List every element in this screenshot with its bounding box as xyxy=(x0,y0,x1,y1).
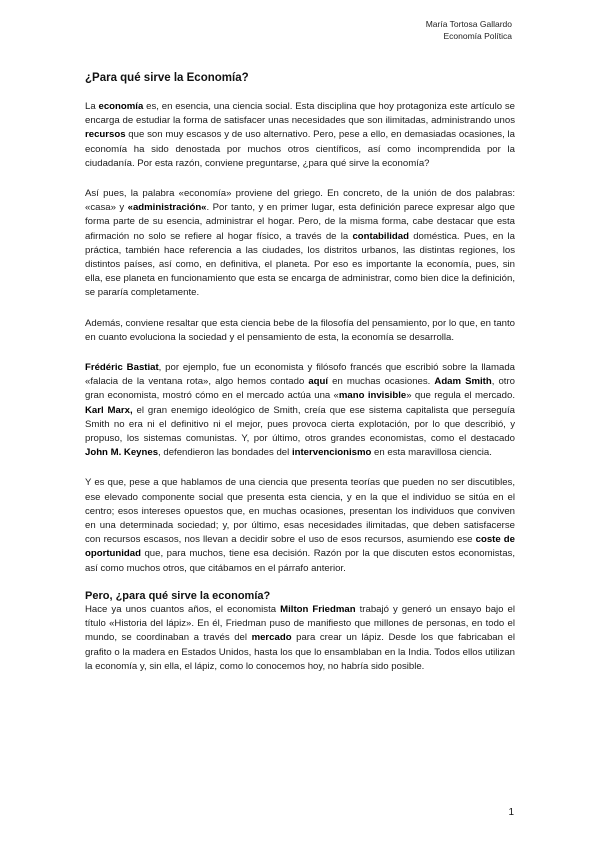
paragraph-4: Frédéric Bastiat, por ejemplo, fue un economista y filósofo francés que escribió sobre la llamada «falacia de la ventana rota», algo hemos contado aquí en muchas ocasiones. Adam Smith, otro gran economista, mostró cómo en el mercado actúa una «mano invisible» que regula el mercado. Karl Marx, el gran enemigo ideológico de Smith, creía que ese sistema capitalista que perseguía Smith no era ni el definitivo ni el mejor, pues provoca cierta explotación, por lo que describió, y propuso, los sistemas comunistas. Y, por último, otros grandes economistas, como el destacado John M. Keynes, defendieron las bondades del intervencionismo en esta maravillosa ciencia. xyxy=(85,362,515,459)
author-name: María Tortosa Gallardo xyxy=(425,19,512,29)
section-subheading: Pero, ¿para qué sirve la economía? xyxy=(85,589,271,602)
paragraph-1: La economía es, en esencia, una ciencia social. Esta disciplina que hoy protagoniza este artículo se encarga de estudiar la forma de satisfacer unas necesidades que son ilimitadas, administrando unos recursos que son muy escasos y de uso alternativo. Pero, pese a ello, en demasiadas ocasiones, la economía ha sido denostada por muchos otros científicos, así como incomprendida por la ciudadanía. Por esta razón, conviene preguntarse, ¿para qué sirve la economía? xyxy=(85,101,515,169)
paragraph-3: Además, conviene resaltar que esta ciencia bebe de la filosofía del pensamiento, por lo que, en tanto en cuanto evoluciona la sociedad y el pensamiento de esta, la economía se desarrolla. xyxy=(85,317,515,343)
article-title: ¿Para qué sirve la Economía? xyxy=(85,72,249,84)
paragraph-2: Así pues, la palabra «economía» proviene del griego. En concreto, de la unión de dos palabras: «casa» y «administración«. Por tanto, y en primer lugar, esta definición parece expresar algo que forma parte de su esencia, administrar el hogar. Pero, de la misma forma, cabe destacar que esta afirmación no solo se refiere al hogar físico, a través de la contabilidad doméstica. Pues, en la práctica, también hace referencia a las ciudades, los distritos urbanos, las distintas regiones, los distintos países, así como, en definitiva, el planeta. Por eso es importante la economía, pues, sin ella, ese planeta en funcionamiento que esta se encarga de administrar, como bien dice la definición, se pararía completamente. xyxy=(85,188,515,299)
article-body xyxy=(85,100,515,690)
page-number: 1 xyxy=(508,807,514,818)
paragraph-5: Y es que, pese a que hablamos de una ciencia que presenta teorías que pueden no ser discutibles, ese elevado componente social que presenta esta ciencia, y en la que el individuo se sitúa en el centro; esos intereses opuestos que, en muchas ocasiones, presentan los individuos que conviven en una determinada sociedad; y, por último, esas necesidades ilimitadas, que deben satisfacerse con recursos escasos, nos llevan a decidir sobre el uso de esos recursos, asumiendo ese coste de oportunidad que, para muchos, tiene esa decisión. Razón por la que discuten estos economistas, así como muchos otros, que citábamos en el párrafo anterior. xyxy=(85,477,515,574)
paragraph-6: Hace ya unos cuantos años, el economista Milton Friedman trabajó y generó un ensayo bajo el título «Historia del lápiz». En él, Friedman puso de manifiesto que millones de personas, en todo el mundo, se coordinaban a través del mercado para crear un lápiz. Desde los que fabricaban el grafito o la madera en Estados Unidos, hasta los que lo ensamblaban en la India. Todos ellos utilizan la economía y, sin ella, el lápiz, como lo conocemos hoy, no habría sido posible. xyxy=(85,603,516,672)
page-header xyxy=(426,18,512,42)
subject-name: Economía Política xyxy=(443,31,512,41)
